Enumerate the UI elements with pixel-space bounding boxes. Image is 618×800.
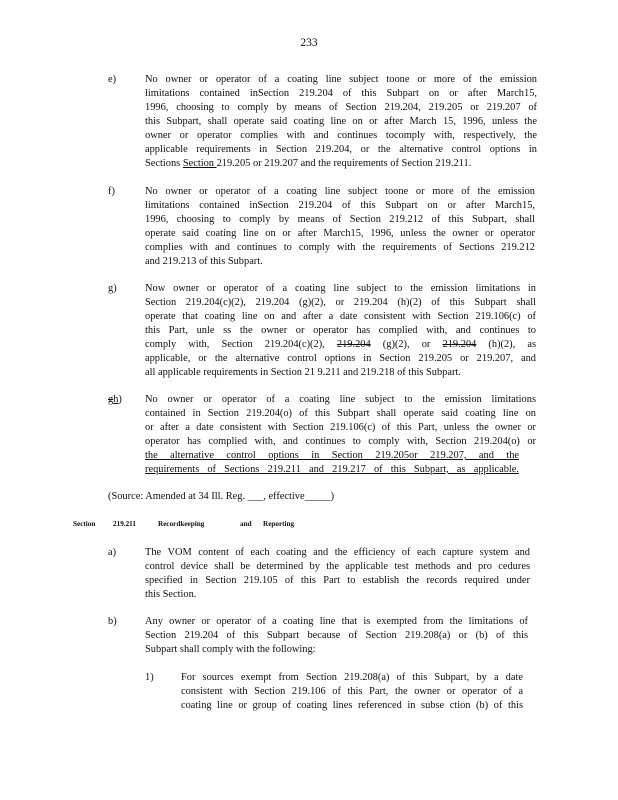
paragraph-h <box>145 393 536 477</box>
paragraph-line: No owner or operator of a coating line subject toone or more of the emission <box>145 186 535 197</box>
paragraph-line: applicable requirements in Section 219.204, or the alternative control options in <box>145 144 537 155</box>
paragraph-line: operate that coating line on and after a date consistent with Section 219.106(c) of <box>145 311 536 322</box>
section-heading-title: Reporting <box>263 520 295 528</box>
struck-deletion: 219.204 <box>336 339 371 350</box>
paragraph-line <box>145 157 537 171</box>
paragraph-line: or after a date consistent with Section 219.106(c) of this Part, unless the owner or <box>145 422 536 433</box>
label-close: ) <box>118 394 122 405</box>
item-label-g: g) <box>108 283 117 294</box>
item-label-f: f) <box>108 186 115 197</box>
paragraph-line: control device shall be determined by the applicable test methods and pro cedures <box>145 561 530 572</box>
item-label-e: e) <box>108 74 117 85</box>
page-number: 233 <box>300 37 318 49</box>
paragraph-line: complies with and continues to comply with the requirements of Sections 219.212 <box>145 242 535 253</box>
text-run: (h)(2), as <box>476 339 537 350</box>
item-label-h <box>108 393 122 407</box>
paragraph-line: 1996, choosing to comply by means of Section 219.204, 219.205 or 219.207 of <box>145 102 537 113</box>
underlined-insertion-block <box>145 449 519 477</box>
paragraph-a <box>145 546 530 602</box>
paragraph-line: owner or operator complies with and continues tocomply with, respectively, the <box>145 130 537 141</box>
struck-deletion: 219.204 <box>442 339 477 350</box>
item-label-b1: 1) <box>145 672 154 683</box>
text-run: comply with, Section 219.204(c)(2), <box>145 339 337 350</box>
paragraph-line: consistent with Section 219.106 of this Part, the owner or operator of a <box>181 686 523 697</box>
underlined-insertion: Section <box>182 158 217 169</box>
paragraph-line: Section 219.204 of this Subpart because of Section 219.208(a) or (b) of this <box>145 630 528 641</box>
paragraph-e <box>145 73 537 171</box>
paragraph-line: No owner or operator of a coating line subject toone or more of the emission <box>145 74 537 85</box>
paragraph-line: limitations contained inSection 219.204 of this Subpart on or after March15, <box>145 88 537 99</box>
paragraph-line: all applicable requirements in Section 21 9.211 and 219.218 of this Subpart. <box>145 367 461 378</box>
paragraph-line: No owner or operator of a coating line subject to the emission limitations <box>145 394 536 405</box>
paragraph-line: operate said coating line on or after March15, 1996, unless the owner or operator <box>145 228 535 239</box>
paragraph-line: applicable, or the alternative control options in Section 219.205 or 219.207, and <box>145 353 536 364</box>
paragraph-line <box>145 338 536 352</box>
section-heading-word: Section <box>73 520 96 528</box>
paragraph-f <box>145 185 535 269</box>
item-label-b: b) <box>108 616 117 627</box>
paragraph-line: and 219.213 of this Subpart. <box>145 256 263 267</box>
paragraph-line: 1996, choosing to comply by means of Section 219.212 of this Subpart, shall <box>145 214 535 225</box>
paragraph-line: coating line or group of coating lines referenced in subse ction (b) of this <box>181 700 523 711</box>
paragraph-line: Now owner or operator of a coating line subject to the emission limitations in <box>145 283 536 294</box>
paragraph-line: operator has complied with, and continues to comply with, Section 219.204(o) or <box>145 436 536 447</box>
paragraph-line: For sources exempt from Section 219.208(a) of this Subpart, by a date <box>181 672 523 683</box>
paragraph-b1 <box>181 671 523 713</box>
paragraph-line: this Subpart, shall operate said coating line on or after March 15, 1996, unless the <box>145 116 537 127</box>
source-note: (Source: Amended at 34 Ill. Reg. ___, effective_____) <box>108 491 335 502</box>
section-heading-title: and <box>240 520 252 528</box>
paragraph-line: limitations contained inSection 219.204 of this Subpart on or after March15, <box>145 200 535 211</box>
paragraph-g <box>145 282 536 380</box>
paragraph-line: this Section. <box>145 589 197 600</box>
underlined-insertion: requirements of Sections 219.211 and 219.217 of this Subpart, as applicable. <box>145 464 519 475</box>
paragraph-b <box>145 615 528 657</box>
paragraph-line: Section 219.204(c)(2), 219.204 (g)(2), or 219.204 (h)(2) of this Subpart shall <box>145 297 536 308</box>
text-run: (g)(2), or <box>370 339 443 350</box>
struck-deletion: g <box>108 394 114 405</box>
paragraph-line: Any owner or operator of a coating line that is exempted from the limitations of <box>145 616 528 627</box>
underlined-insertion: the alternative control options in Section 219.205or 219.207, and the <box>145 450 519 461</box>
paragraph-line: specified in Section 219.105 of this Part to establish the records required under <box>145 575 530 586</box>
paragraph-line: The VOM content of each coating and the efficiency of each capture system and <box>145 547 530 558</box>
item-label-a: a) <box>108 547 117 558</box>
underlined-insertion: h <box>113 394 119 405</box>
section-heading-number: 219.211 <box>113 520 136 528</box>
paragraph-line: Subpart shall comply with the following: <box>145 644 316 655</box>
text-run: 219.205 or 219.207 and the requirements of Section 219.211. <box>216 158 472 169</box>
section-heading-title: Recordkeeping <box>158 520 205 528</box>
paragraph-line: this Part, unle ss the owner or operator has complied with, and continues to <box>145 325 536 336</box>
paragraph-line: contained in Section 219.204(o) of this Subpart shall operate said coating line on <box>145 408 536 419</box>
text-run: Sections <box>145 158 183 169</box>
